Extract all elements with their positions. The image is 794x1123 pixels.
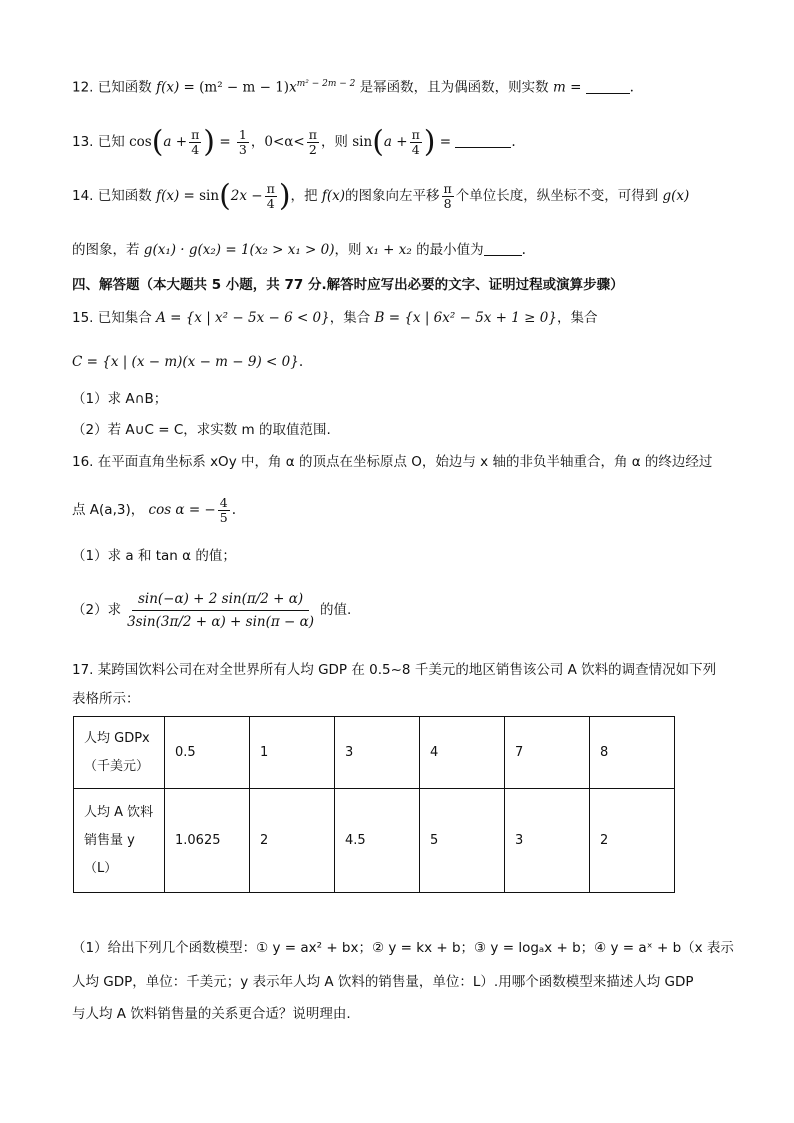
question-text: 个单位长度，纵坐标不变，可得到 [455, 188, 659, 204]
question-16 [72, 452, 712, 472]
question-text: ，集合 [556, 310, 598, 326]
question-12 [72, 74, 634, 98]
punct: . [629, 79, 634, 96]
question-17-part1-line3: 与人均 A 饮料销售量的关系更合适？说明理由. [72, 1006, 351, 1022]
table-row [74, 717, 675, 789]
question-number: 13. [72, 134, 94, 150]
question-16-part1: （1）求 a 和 tan α 的值； [72, 548, 236, 564]
fraction-pi-4: $\frac{\pi}{4}$ [266, 181, 275, 211]
math-expr: = [183, 79, 195, 96]
math-set-c: C = {x | (x − m)(x − m − 9) < 0} [72, 354, 299, 370]
question-text: ，把 [290, 188, 318, 204]
trig-fraction [121, 588, 320, 633]
data-table [73, 716, 675, 893]
math-expr: 2x − [230, 188, 263, 204]
fraction-pi-2: $\frac{\pi}{2}$ [308, 127, 317, 157]
math-func: sin [352, 134, 373, 150]
punct: . [298, 354, 304, 370]
question-13: 13. 已知 cos(a + $\frac{\pi}{4}$ ) = $\frac{1}{3}$ ，0<α< $\frac{\pi}{2}$ ，则 sin(a + $\frac{\pi}{4}$ ) = . [72, 124, 516, 160]
question-number: 16. [72, 454, 94, 470]
question-14-line2 [72, 240, 526, 260]
question-text: 已知 [97, 134, 125, 150]
question-15-part2: （2）若 A∪C = C，求实数 m 的取值范围. [72, 422, 331, 438]
question-text: 某跨国饮料公司在对全世界所有人均 GDP 在 0.5~8 千美元的地区销售该公司 A 饮料的调查情况如下列 [97, 662, 717, 678]
question-text: ，则 [334, 242, 362, 258]
table-cell: 1 [250, 717, 335, 789]
question-number: 14. [72, 188, 94, 204]
question-text: 是幂函数，且为偶函数，则实数 [359, 79, 549, 96]
math-expr: ，0<α< [250, 134, 305, 150]
question-text: ，集合 [329, 310, 371, 326]
question-text: 已知函数 [97, 188, 152, 204]
math-expr: = sin [183, 188, 220, 204]
question-number: 17. [72, 662, 94, 678]
question-17-part1: （1）给出下列几个函数模型：① y = ax² + bx；② y = kx + b；③ y = logₐx + b；④ y = aˣ + b（x 表示 [72, 940, 734, 956]
question-text: 的图象，若 [72, 242, 140, 258]
math-expr: g(x) [662, 188, 690, 204]
question-text: 的值. [320, 602, 352, 618]
fraction-pi-8: $\frac{\pi}{8}$ [443, 181, 452, 211]
table-cell: 1.0625 [165, 789, 250, 893]
math-expr: cos α = − [148, 502, 216, 518]
table-cell: 3 [335, 717, 420, 789]
question-15-line2 [72, 352, 303, 372]
fraction-denominator: 3sin(3π/2 + α) + sin(π − α) [127, 614, 315, 630]
math-set-b: B = {x | 6x² − 5x + 1 ≥ 0} [374, 310, 557, 326]
question-16-part2 [72, 580, 351, 640]
question-17-part1-line2: 人均 GDP，单位：千美元；y 表示年人均 A 饮料的销售量，单位：L）.用哪个函数模型来描述人均 GDP [72, 974, 694, 990]
math-var: m [552, 79, 566, 96]
answer-blank[interactable] [586, 79, 630, 94]
punct: . [231, 502, 236, 518]
question-text: 已知集合 [97, 310, 152, 326]
question-15-part1: （1）求 A∩B； [72, 391, 168, 407]
math-expr: = [219, 134, 231, 150]
math-expr: (m² − m − 1) [199, 79, 290, 96]
question-text: 已知函数 [97, 79, 152, 96]
math-expr: a + [383, 134, 408, 150]
math-expr: f(x) [321, 188, 345, 204]
table-cell: 4 [420, 717, 505, 789]
question-number: 15. [72, 310, 94, 326]
question-text: 的图象向左平移 [345, 188, 440, 204]
fraction-4-5: $\frac{4}{5}$ [219, 495, 228, 525]
table-cell: 4.5 [335, 789, 420, 893]
fraction-1-3: $\frac{1}{3}$ [238, 127, 247, 157]
table-cell: 8 [590, 717, 675, 789]
question-text: （2）求 [72, 602, 122, 618]
question-14: 14. 已知函数 f(x) = sin(2x − $\frac{\pi}{4}$ )，把 f(x)的图象向左平移 $\frac{\pi}{8}$ 个单位长度，纵坐标不变，可得到 g(x) [72, 178, 690, 214]
math-expr: x₁ + x₂ [365, 242, 412, 258]
question-text: ，则 [320, 134, 348, 150]
math-expr: = [570, 79, 582, 96]
question-text: 在平面直角坐标系 xOy 中，角 α 的顶点在坐标原点 O，始边与 x 轴的非负半轴重合，角 α 的终边经过 [97, 454, 713, 470]
question-text: 的最小值为 [416, 242, 484, 258]
math-expr: f(x) [156, 79, 180, 96]
question-15 [72, 308, 597, 328]
section-heading: 四、解答题（本大题共 5 小题，共 77 分.解答时应写出必要的文字、证明过程或演算步骤） [72, 277, 624, 293]
punct: . [511, 134, 516, 150]
fraction-pi-4: $\frac{\pi}{4}$ [411, 127, 420, 157]
fraction-numerator: sin(−α) + 2 sin(π/2 + α) [132, 588, 309, 611]
math-func: cos [129, 134, 152, 150]
math-expr: f(x) [156, 188, 180, 204]
math-exponent: m² − 2m − 2 [296, 79, 356, 89]
question-16-line2 [72, 492, 236, 528]
math-expr: a + [163, 134, 188, 150]
table-cell: 0.5 [165, 717, 250, 789]
table-cell: 2 [590, 789, 675, 893]
row-header-sales: 人均 A 饮料 销售量 y （L） [74, 789, 165, 893]
table-cell: 7 [505, 717, 590, 789]
question-number: 12. [72, 79, 94, 96]
question-17-line2: 表格所示： [72, 691, 140, 707]
math-expr: x [289, 79, 297, 96]
answer-blank[interactable] [484, 241, 522, 256]
table-cell: 5 [420, 789, 505, 893]
punct: . [521, 242, 526, 258]
math-set-a: A = {x | x² − 5x − 6 < 0} [156, 310, 330, 326]
question-text: 点 A(a,3)， [72, 502, 145, 518]
math-expr: = [439, 134, 452, 150]
table-cell: 3 [505, 789, 590, 893]
question-17 [72, 660, 716, 680]
table-row [74, 789, 675, 893]
answer-blank[interactable] [455, 133, 511, 148]
table-cell: 2 [250, 789, 335, 893]
row-header-gdp: 人均 GDPx （千美元） [74, 717, 165, 789]
fraction-pi-4: $\frac{\pi}{4}$ [191, 127, 200, 157]
math-expr: g(x₁) · g(x₂) = 1(x₂ > x₁ > 0) [143, 242, 335, 258]
